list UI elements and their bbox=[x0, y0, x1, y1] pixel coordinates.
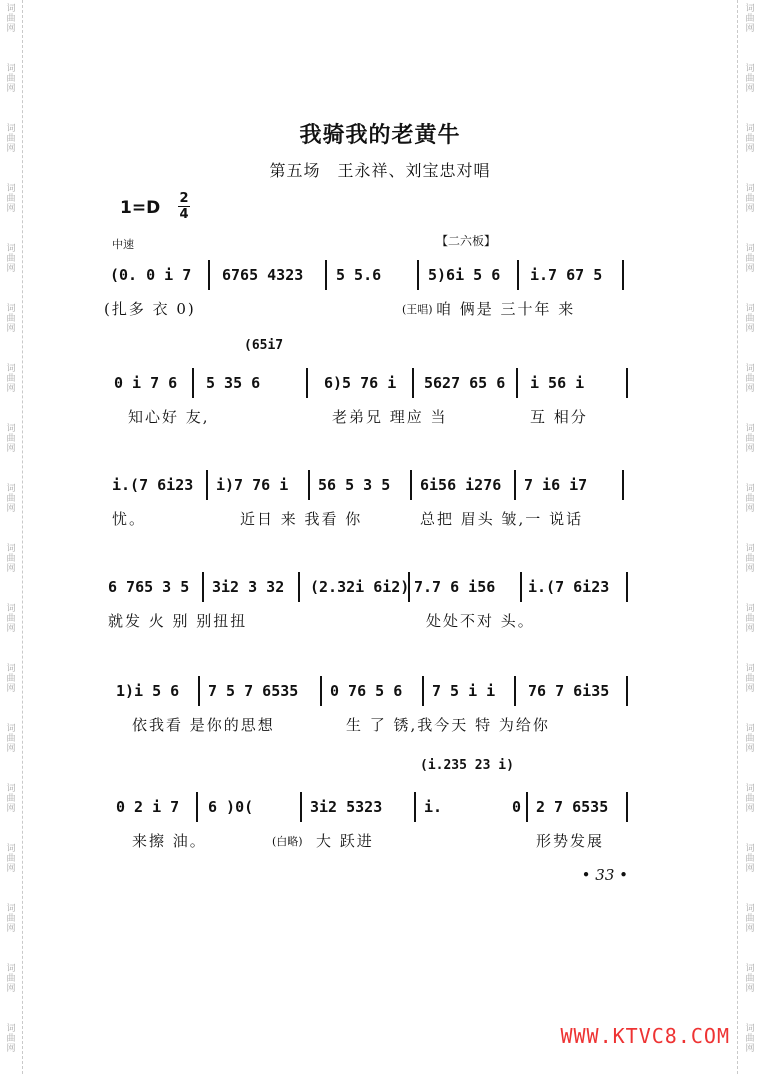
notation-line bbox=[0, 790, 760, 820]
measure-notes: 3i2 5323 bbox=[310, 798, 383, 816]
bar-line bbox=[514, 676, 516, 706]
lyric-text: 咱 俩是 三十年 来 bbox=[436, 300, 576, 318]
watermark-text: 词 曲 网 bbox=[745, 724, 755, 754]
lyric-text: 近日 来 我看 你 bbox=[240, 510, 363, 528]
watermark-text: 词 曲 网 bbox=[745, 484, 755, 514]
bar-line bbox=[192, 368, 194, 398]
watermark-text: 词 曲 网 bbox=[6, 664, 16, 694]
measure-notes: 0 bbox=[512, 798, 522, 816]
lyrics-line bbox=[0, 508, 760, 532]
lyric-text: (扎多 衣 0) bbox=[104, 300, 196, 318]
lyric-text: 就发 火 别 别扭扭 bbox=[108, 612, 248, 630]
bar-line bbox=[622, 260, 624, 290]
measure-notes: 7.7 6 i56 bbox=[414, 578, 496, 596]
measure-notes: i 56 i bbox=[530, 374, 585, 392]
measure-notes: 7 i6 i7 bbox=[524, 476, 588, 494]
measure-notes: (2.32i 6i2) bbox=[310, 578, 410, 596]
bar-line bbox=[298, 572, 300, 602]
measure-notes: 5)6i 5 6 bbox=[428, 266, 501, 284]
time-signature bbox=[178, 192, 190, 221]
lyrics-line bbox=[0, 298, 760, 322]
bar-line bbox=[517, 260, 519, 290]
watermark-text: 词 曲 网 bbox=[6, 544, 16, 574]
lyrics-line bbox=[0, 406, 760, 430]
watermark-text: 词 曲 网 bbox=[6, 124, 16, 154]
key-signature: 1=D bbox=[120, 198, 161, 218]
lyric-text: (白略) bbox=[272, 835, 303, 848]
watermark-text: 词 曲 网 bbox=[6, 604, 16, 634]
measure-notes: 56 5 3 5 bbox=[318, 476, 391, 494]
bar-line bbox=[300, 792, 302, 822]
bar-line bbox=[626, 368, 628, 398]
measure-notes: 0 2 i 7 bbox=[116, 798, 180, 816]
watermark-text: 词 曲 网 bbox=[6, 964, 16, 994]
bar-line bbox=[410, 470, 412, 500]
lyric-text: 总把 眉头 皱,一 说话 bbox=[420, 510, 584, 528]
measure-notes: i.7 67 5 bbox=[530, 266, 603, 284]
bar-line bbox=[414, 792, 416, 822]
upper-notation: (i.235 23 i) bbox=[420, 758, 514, 773]
lyric-text: 处处不对 头。 bbox=[426, 612, 535, 630]
bar-line bbox=[514, 470, 516, 500]
watermark-text: 词 曲 网 bbox=[745, 124, 755, 154]
watermark-text: 词 曲 网 bbox=[745, 424, 755, 454]
watermark-text: 词 曲 网 bbox=[745, 964, 755, 994]
watermark-text: 词 曲 网 bbox=[6, 424, 16, 454]
measure-notes: 7 5 7 6535 bbox=[208, 682, 299, 700]
measure-notes: 6765 4323 bbox=[222, 266, 304, 284]
upper-notation: (65i7 bbox=[244, 338, 284, 353]
watermark-text: 词 曲 网 bbox=[6, 904, 16, 934]
bar-line bbox=[520, 572, 522, 602]
notation-line bbox=[0, 366, 760, 396]
watermark-text: 词 曲 网 bbox=[6, 364, 16, 394]
watermark-text: 词 曲 网 bbox=[745, 304, 755, 334]
watermark-text: 词 曲 网 bbox=[745, 664, 755, 694]
bar-line bbox=[196, 792, 198, 822]
watermark-text: 词 曲 网 bbox=[6, 844, 16, 874]
meter-bottom: 4 bbox=[179, 207, 189, 222]
watermark-text: 词 曲 网 bbox=[745, 4, 755, 34]
lyric-text: 互 相分 bbox=[530, 408, 588, 426]
measure-notes: (0. 0 i 7 bbox=[110, 266, 192, 284]
bar-line bbox=[320, 676, 322, 706]
notation-line bbox=[0, 570, 760, 600]
watermark-text: 词 曲 网 bbox=[6, 784, 16, 814]
measure-notes: i. bbox=[424, 798, 443, 816]
watermark-text: 词 曲 网 bbox=[745, 784, 755, 814]
measure-notes: 76 7 6i35 bbox=[528, 682, 610, 700]
measure-notes: 7 5 i i bbox=[432, 682, 496, 700]
lyric-text: 依我看 是你的思想 bbox=[132, 716, 275, 734]
measure-notes: 6)5 76 i bbox=[324, 374, 397, 392]
measure-notes: 3i2 3 32 bbox=[212, 578, 285, 596]
measure-notes: 2 7 6535 bbox=[536, 798, 609, 816]
bar-line bbox=[526, 792, 528, 822]
bar-line bbox=[408, 572, 410, 602]
bar-line bbox=[308, 470, 310, 500]
watermark-text: 词 曲 网 bbox=[6, 484, 16, 514]
measure-notes: 5627 65 6 bbox=[424, 374, 506, 392]
bar-line bbox=[626, 572, 628, 602]
bar-line bbox=[306, 368, 308, 398]
bar-line bbox=[208, 260, 210, 290]
song-title: 我骑我的老黄牛 bbox=[299, 122, 461, 148]
lyric-text: 形势发展 bbox=[536, 832, 605, 850]
lyric-text: 忧。 bbox=[112, 510, 147, 528]
bar-line bbox=[412, 368, 414, 398]
bar-line bbox=[417, 260, 419, 290]
watermark-text: 词 曲 网 bbox=[745, 244, 755, 274]
banshi-marking: 【二六板】 bbox=[436, 234, 497, 248]
measure-notes: 0 76 5 6 bbox=[330, 682, 403, 700]
lyric-text: 生 了 锈,我今天 特 为给你 bbox=[346, 716, 550, 734]
notation-line bbox=[0, 258, 760, 288]
lyric-text: 来擦 油。 bbox=[132, 832, 207, 850]
measure-notes: i.(7 6i23 bbox=[528, 578, 610, 596]
bar-line bbox=[626, 676, 628, 706]
measure-notes: 0 i 7 6 bbox=[114, 374, 178, 392]
site-watermark: WWW.KTVC8.COM bbox=[560, 1024, 730, 1048]
notation-line bbox=[0, 468, 760, 498]
measure-notes: 6i56 i276 bbox=[420, 476, 502, 494]
measure-notes: 5 5.6 bbox=[336, 266, 382, 284]
bar-line bbox=[202, 572, 204, 602]
watermark-text: 词 曲 网 bbox=[745, 1024, 755, 1054]
lyric-text: 老弟兄 理应 当 bbox=[332, 408, 448, 426]
lyrics-line bbox=[0, 714, 760, 738]
song-subtitle: 第五场 王永祥、刘宝忠对唱 bbox=[269, 161, 491, 180]
measure-notes: 6 )0( bbox=[208, 798, 254, 816]
watermark-text: 词 曲 网 bbox=[745, 184, 755, 214]
lyrics-line bbox=[0, 830, 760, 854]
meter-top: 2 bbox=[179, 191, 189, 206]
lyric-text: (王唱) bbox=[402, 303, 433, 316]
watermark-text: 词 曲 网 bbox=[6, 4, 16, 34]
bar-line bbox=[516, 368, 518, 398]
watermark-text: 词 曲 网 bbox=[6, 244, 16, 274]
watermark-text: 词 曲 网 bbox=[745, 544, 755, 574]
bar-line bbox=[622, 470, 624, 500]
measure-notes: 5 35 6 bbox=[206, 374, 261, 392]
measure-notes: 6 765 3 5 bbox=[108, 578, 190, 596]
bar-line bbox=[626, 792, 628, 822]
page-number: • 33 • bbox=[581, 866, 628, 884]
watermark-text: 词 曲 网 bbox=[6, 184, 16, 214]
lyric-text: 知心好 友, bbox=[128, 408, 210, 426]
watermark-text: 词 曲 网 bbox=[6, 724, 16, 754]
watermark-text: 词 曲 网 bbox=[745, 604, 755, 634]
bar-line bbox=[198, 676, 200, 706]
lyrics-line bbox=[0, 610, 760, 634]
lyric-text: 大 跃进 bbox=[316, 832, 374, 850]
measure-notes: i.(7 6i23 bbox=[112, 476, 194, 494]
bar-line bbox=[325, 260, 327, 290]
notation-line bbox=[0, 674, 760, 704]
tempo-marking: 中速 bbox=[112, 238, 134, 251]
bar-line bbox=[422, 676, 424, 706]
watermark-text: 词 曲 网 bbox=[745, 364, 755, 394]
watermark-text: 词 曲 网 bbox=[745, 904, 755, 934]
bar-line bbox=[206, 470, 208, 500]
watermark-text: 词 曲 网 bbox=[6, 1024, 16, 1054]
watermark-text: 词 曲 网 bbox=[745, 844, 755, 874]
measure-notes: i)7 76 i bbox=[216, 476, 289, 494]
measure-notes: 1)i 5 6 bbox=[116, 682, 180, 700]
watermark-text: 词 曲 网 bbox=[745, 64, 755, 94]
watermark-text: 词 曲 网 bbox=[6, 64, 16, 94]
watermark-text: 词 曲 网 bbox=[6, 304, 16, 334]
